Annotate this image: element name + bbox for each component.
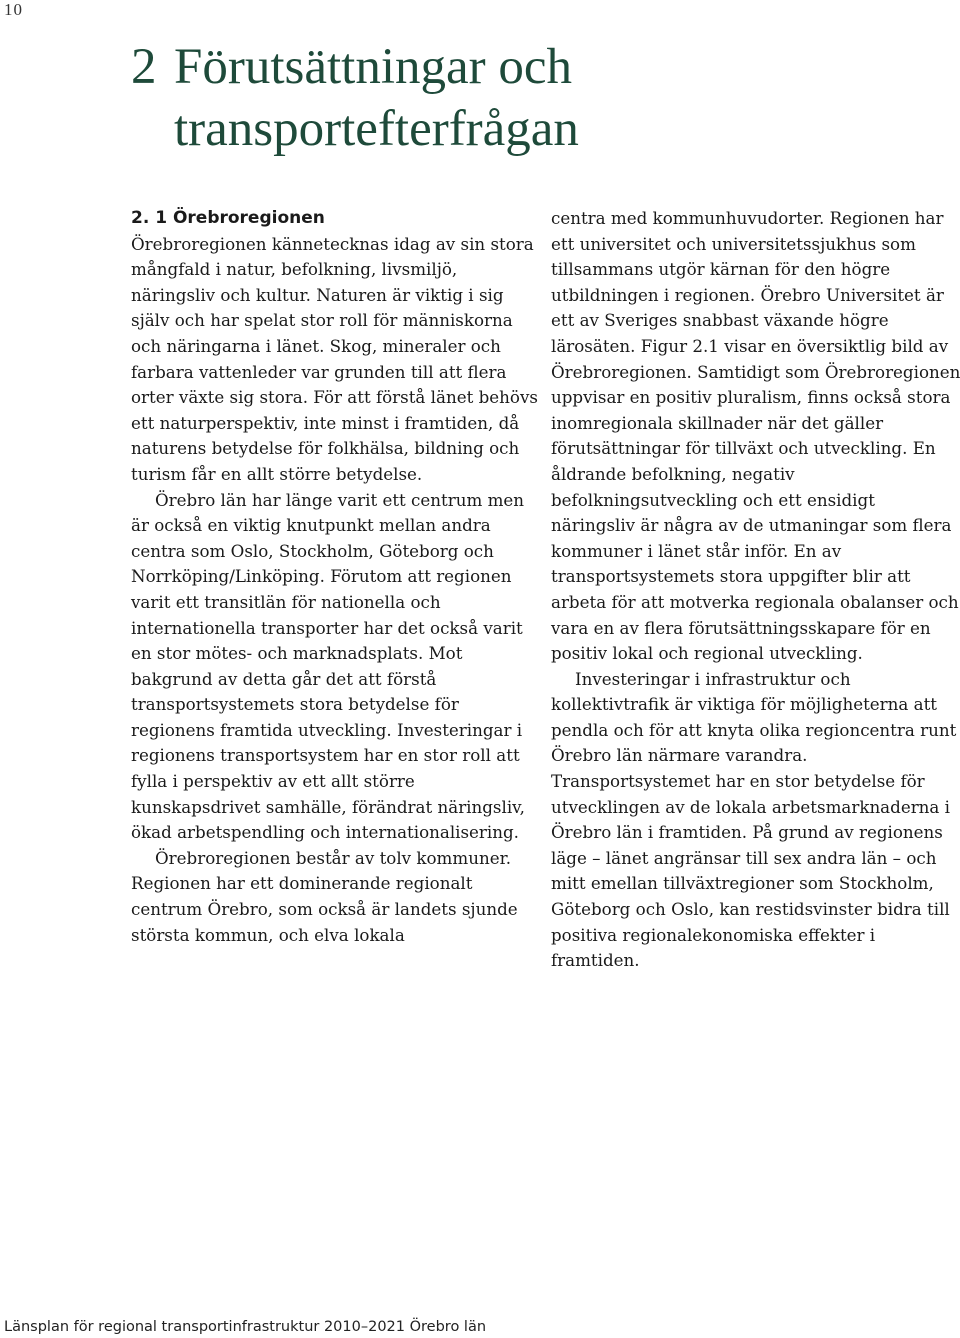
paragraph: centra med kommunhuvudorter. Regionen har ett universitet och universitetssjukhus som tillsammans utgör kärnan för den högre utbildningen i regionen. Örebro Universitet är ett av Sveriges snabbast växande högre lärosäten. Figur 2.1 visar en översiktlig bild av Örebroregionen. Samtidigt som Örebroregionen uppvisar en positiv pluralism, finns också stora inomregionala skillnader när det gäller förutsättningar för tillväxt och utveckling. En åldrande befolkning, negativ befolkningsutveckling och ett ensidigt näringsliv är några av de utmaningar som flera kommuner i länet står inför. En av transportsystemets stora uppgifter blir att arbeta för att motverka regionala obalanser och vara en av flera förutsättningsskapare för en positiv lokal och regional utveckling.: [551, 208, 960, 664]
right-column: [551, 206, 960, 974]
chapter-number: 2: [131, 39, 157, 95]
paragraph: Investeringar i infrastruktur och kollektivtrafik är viktiga för möjligheterna att pendla och för att knyta olika regioncentra runt Örebro län närmare varandra. Transportsystemet har en stor betydelse för utvecklingen av de lokala arbetsmarknaderna i Örebro län i framtiden. På grund av regionens läge – länet angränsar till sex andra län – och mitt emellan tillväxtregioner som Stockholm, Göteborg och Oslo, kan restidsvinster bidra till positiva regionalekonomiska effekter i framtiden.: [551, 668, 957, 971]
chapter-title-line1: Förutsättningar och: [174, 39, 573, 95]
chapter-title: [131, 36, 891, 160]
section-heading: 2. 1 Örebroregionen: [131, 208, 325, 228]
page-footer: Länsplan för regional transportinfrastruktur 2010–2021 Örebro län: [4, 1319, 487, 1335]
left-column: [131, 206, 541, 948]
page-number: 10: [4, 0, 23, 19]
paragraph: Örebroregionen kännetecknas idag av sin stora mångfald i natur, befolkning, livsmiljö, näringsliv och kultur. Naturen är viktig i sig själv och har spelat stor roll för människorna och näringarna i länet. Skog, mineraler och farbara vattenleder var grunden till att flera orter växte sig stora. För att förstå länet behövs ett naturperspektiv, inte minst i framtiden, då naturens betydelse för folkhälsa, bildning och turism får en allt större betydelse.: [131, 233, 538, 484]
paragraph: Örebro län har länge varit ett centrum men är också en viktig knutpunkt mellan andra centra som Oslo, Stockholm, Göteborg och Norrköping/Linköping. Förutom att regionen varit ett transitlän för nationella och internationella transporter har det också varit en stor mötes- och marknadsplats. Mot bakgrund av detta går det att förstå transportsystemets stora betydelse för regionens framtida utveckling. Investeringar i regionens transportsystem har en stor roll att fylla i perspektiv av ett allt större kunskapsdrivet samhälle, förändrat näringsliv, ökad arbetspendling och internationalisering.: [131, 489, 525, 843]
chapter-title-line2: transportefterfrågan: [174, 101, 579, 157]
paragraph: Örebroregionen består av tolv kommuner. Regionen har ett dominerande regionalt centrum Örebro, som också är landets sjunde största kommun, och elva lokala: [131, 847, 518, 945]
